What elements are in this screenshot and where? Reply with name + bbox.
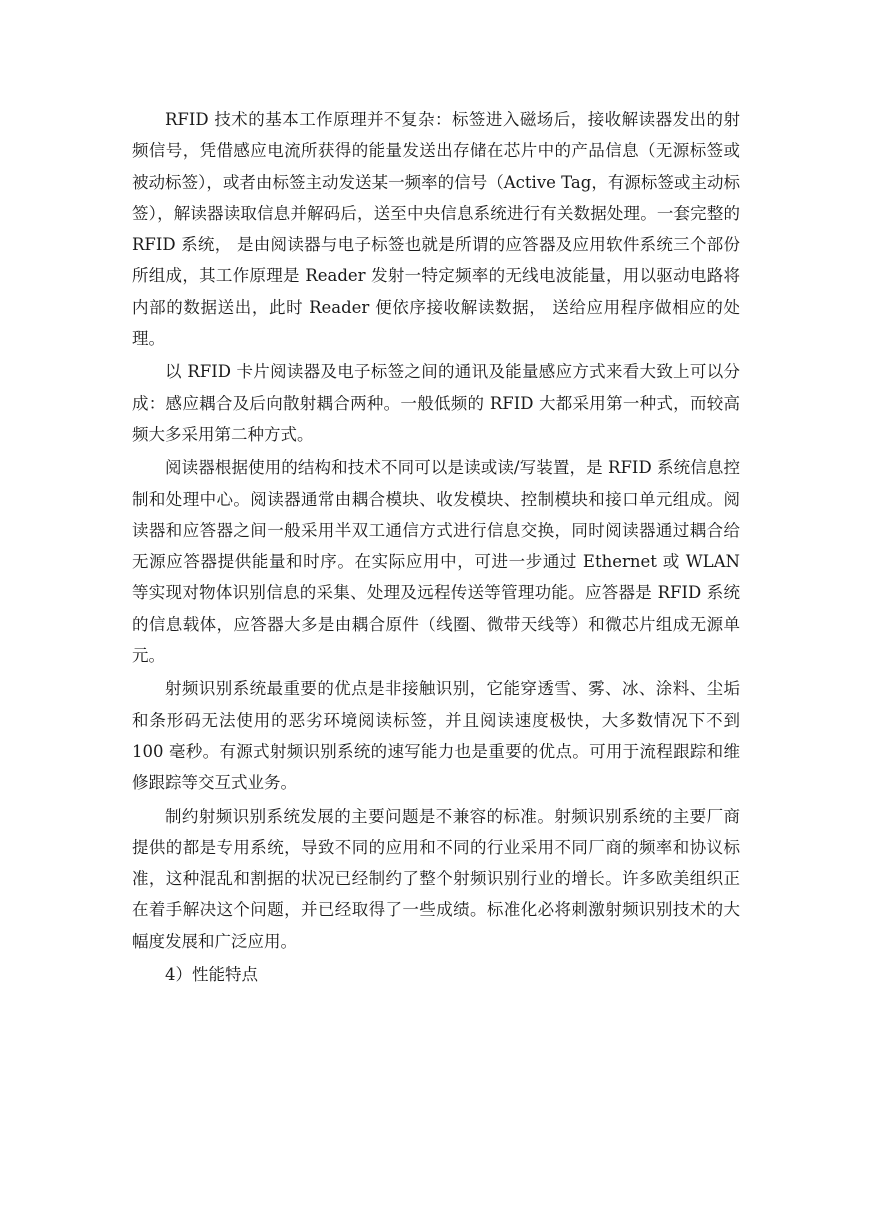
paragraph-reader: 阅读器根据使用的结构和技术不同可以是读或读/写装置，是 RFID 系统信息控制和处理中心。阅读器通常由耦合模块、收发模块、控制模块和接口单元组成。阅读器和应答器之间一般采用半双工通信方式进行信息交换，同时阅读器通过耦合给无源应答器提供能量和时序。在实际应用中，可进一步通过 Ethernet 或 WLAN 等实现对物体识别信息的采集、处理及远程传送等管理功能。应答器是 RFID 系统的信息载体，应答器大多是由耦合原件（线圈、微带天线等）和微芯片组成无源单元。 xyxy=(132,458,740,666)
paragraph-advantages: 射频识别系统最重要的优点是非接触识别，它能穿透雪、雾、冰、涂料、尘垢和条形码无法使用的恶劣环境阅读标签，并且阅读速度极快，大多数情况下不到 100 毫秒。有源式射频识别系统的速写能力也是重要的优点。可用于流程跟踪和维修跟踪等交互式业务。 xyxy=(132,679,740,793)
section-heading-performance: 4）性能特点 xyxy=(165,965,258,985)
paragraph-standards: 制约射频识别系统发展的主要问题是不兼容的标准。射频识别系统的主要厂商提供的都是专用系统，导致不同的应用和不同的行业采用不同厂商的频率和协议标准，这种混乱和割据的状况已经制约了整个射频识别行业的增长。许多欧美组织正在着手解决这个问题，并已经取得了一些成绩。标准化必将刺激射频识别技术的大幅度发展和广泛应用。 xyxy=(132,806,740,951)
paragraph-working-principle: RFID 技术的基本工作原理并不复杂：标签进入磁场后，接收解读器发出的射频信号，凭借感应电流所获得的能量发送出存储在芯片中的产品信息（无源标签或被动标签），或者由标签主动发送某一频率的信号（Active Tag，有源标签或主动标签），解读器读取信息并解码后，送至中央信息系统进行有关数据处理。一套完整的 RFID 系统， 是由阅读器与电子标签也就是所谓的应答器及应用软件系统三个部份所组成，其工作原理是 Reader 发射一特定频率的无线电波能量，用以驱动电路将内部的数据送出，此时 Reader 便依序接收解读数据， 送给应用程序做相应的处理。 xyxy=(132,110,740,349)
document-body xyxy=(132,104,740,992)
paragraph-coupling-methods: 以 RFID 卡片阅读器及电子标签之间的通讯及能量感应方式来看大致上可以分成：感应耦合及后向散射耦合两种。一般低频的 RFID 大都采用第一种式，而较高频大多采用第二种方式。 xyxy=(132,362,740,444)
